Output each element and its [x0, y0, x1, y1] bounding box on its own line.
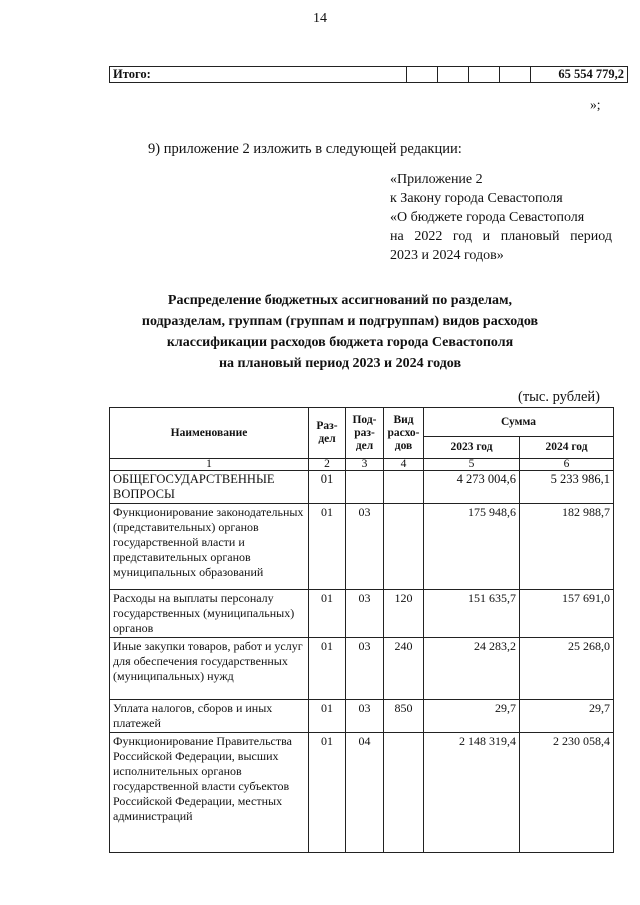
row-section: 01 [309, 504, 346, 590]
row-expense-type [384, 733, 424, 853]
row-amount-2024: 182 988,7 [520, 504, 614, 590]
row-expense-type [384, 471, 424, 504]
row-amount-2023: 29,7 [424, 700, 520, 733]
table-row [110, 638, 614, 700]
row-section: 01 [309, 471, 346, 504]
header-sum: Сумма [424, 408, 614, 437]
row-amount-2023: 4 273 004,6 [424, 471, 520, 504]
table-row [110, 504, 614, 590]
title-line: классификации расходов бюджета города Севастополя [166, 335, 514, 350]
empty-cell [469, 67, 500, 83]
appendix-line: «Приложение 2 [390, 172, 483, 187]
table-row [110, 733, 614, 853]
amendment-item: 9) приложение 2 изложить в следующей редакции: [148, 141, 462, 157]
empty-cell [438, 67, 469, 83]
row-name: ОБЩЕГОСУДАРСТВЕННЫЕ ВОПРОСЫ [110, 471, 309, 504]
header-year-2024: 2024 год [520, 437, 614, 459]
row-subsection [346, 471, 384, 504]
row-name: Уплата налогов, сборов и иных платежей [110, 700, 309, 733]
document-title [120, 290, 560, 374]
total-value: 65 554 779,2 [531, 67, 628, 83]
row-amount-2023: 24 283,2 [424, 638, 520, 700]
row-name: Иные закупки товаров, работ и услуг для обеспечения государственных (муниципальных) нужд [110, 638, 309, 700]
row-expense-type [384, 504, 424, 590]
appendix-line: «О бюджете города Севастополя [390, 210, 585, 225]
title-line: на плановый период 2023 и 2024 годов [218, 356, 462, 371]
total-label: Итого: [110, 67, 407, 83]
table-row [110, 471, 614, 504]
row-section: 01 [309, 700, 346, 733]
page-number: 14 [313, 11, 327, 26]
row-amount-2024: 5 233 986,1 [520, 471, 614, 504]
row-amount-2023: 2 148 319,4 [424, 733, 520, 853]
budget-allocation-table [109, 407, 614, 853]
column-numbers-row [110, 459, 614, 471]
row-section: 01 [309, 733, 346, 853]
row-subsection: 03 [346, 590, 384, 638]
appendix-line: на 2022 год и плановый период [390, 229, 612, 244]
row-name: Функционирование законодательных (представительных) органов государственной власти и представительных органов муниципальных образований [110, 504, 309, 590]
appendix-header [390, 170, 612, 265]
row-name: Расходы на выплаты персоналу государственных (муниципальных) органов [110, 590, 309, 638]
column-number: 3 [346, 459, 384, 471]
empty-cell [407, 67, 438, 83]
row-expense-type: 240 [384, 638, 424, 700]
column-number: 1 [110, 459, 309, 471]
title-line: Распределение бюджетных ассигнований по разделам, [167, 293, 513, 308]
row-amount-2023: 151 635,7 [424, 590, 520, 638]
row-subsection: 03 [346, 504, 384, 590]
row-section: 01 [309, 590, 346, 638]
table-row [110, 700, 614, 733]
row-amount-2024: 29,7 [520, 700, 614, 733]
row-amount-2024: 157 691,0 [520, 590, 614, 638]
closing-quote-mark: »; [590, 97, 601, 112]
header-section: Раз- дел [309, 408, 346, 459]
column-number: 4 [384, 459, 424, 471]
units-label: (тыс. рублей) [518, 389, 600, 405]
row-section: 01 [309, 638, 346, 700]
column-number: 5 [424, 459, 520, 471]
table-row [110, 590, 614, 638]
empty-cell [500, 67, 531, 83]
column-number: 6 [520, 459, 614, 471]
header-name: Наименование [110, 408, 309, 459]
header-expense-type: Вид расхо- дов [384, 408, 424, 459]
row-subsection: 04 [346, 733, 384, 853]
header-year-2023: 2023 год [424, 437, 520, 459]
appendix-line: 2023 и 2024 годов» [390, 248, 504, 263]
row-amount-2023: 175 948,6 [424, 504, 520, 590]
appendix-line: к Закону города Севастополя [390, 191, 563, 206]
header-subsection: Под- раз- дел [346, 408, 384, 459]
row-expense-type: 120 [384, 590, 424, 638]
row-subsection: 03 [346, 700, 384, 733]
row-subsection: 03 [346, 638, 384, 700]
column-number: 2 [309, 459, 346, 471]
row-amount-2024: 25 268,0 [520, 638, 614, 700]
total-row-table [109, 66, 628, 83]
row-expense-type: 850 [384, 700, 424, 733]
row-amount-2024: 2 230 058,4 [520, 733, 614, 853]
title-line: подразделам, группам (группам и подгруппам) видов расходов [141, 314, 539, 329]
row-name: Функционирование Правительства Российской Федерации, высших исполнительных органов государственной власти субъектов Российской Федерации, местных администраций [110, 733, 309, 853]
